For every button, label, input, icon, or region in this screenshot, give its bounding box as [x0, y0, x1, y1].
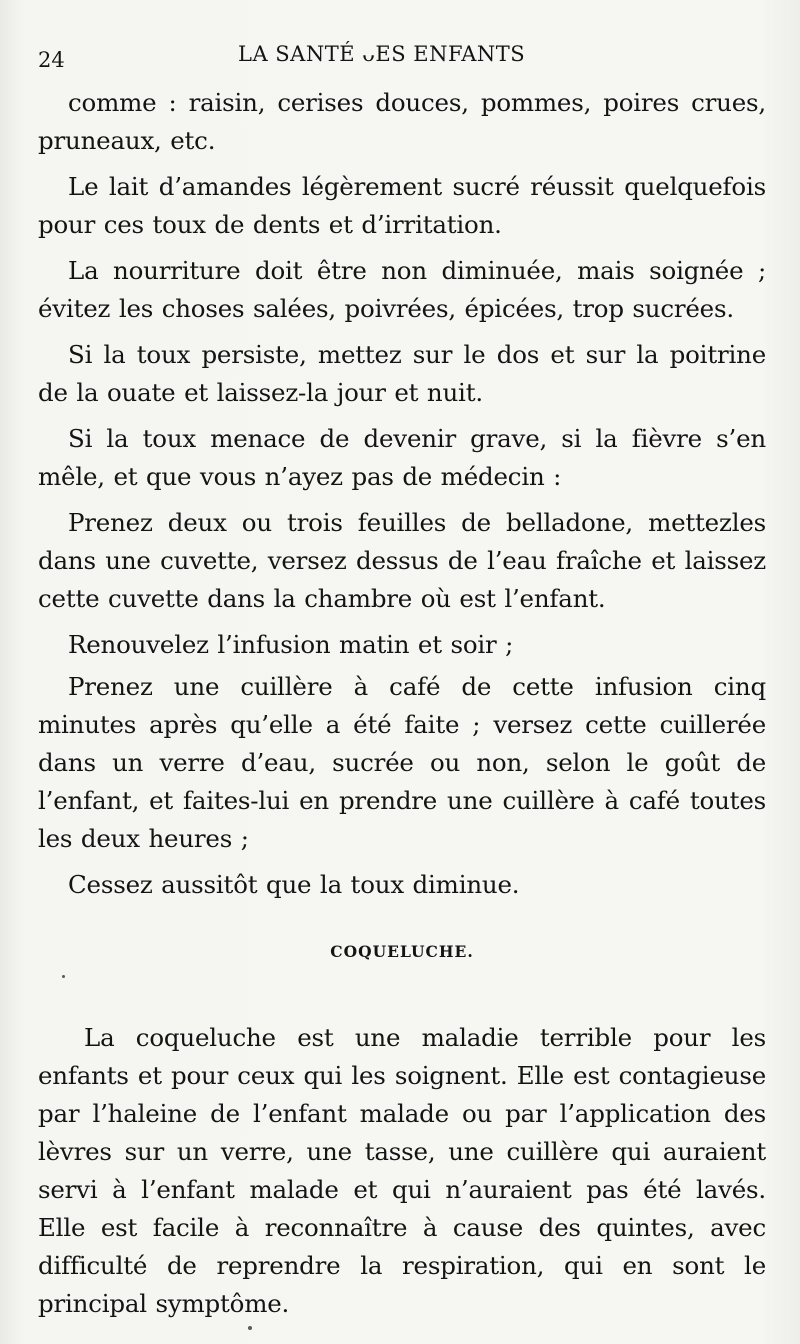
- paragraph: Cessez aussitôt que la toux diminue.: [68, 870, 520, 899]
- paragraph: Si la toux persiste, mettez sur le dos et sur la poitrine de la ouate et laissez-la jour et nuit.: [38, 340, 766, 407]
- paragraph: Prenez deux ou trois feuilles de belladone, mettezles dans une cuvette, versez dessus de l’eau fraîche et laissez cette cuvette dans la chambre où est l’enfant.: [38, 508, 766, 613]
- body-text: [38, 84, 766, 1331]
- page-number: 24: [38, 48, 65, 72]
- print-speck: [248, 1326, 252, 1330]
- paragraph: Si la toux menace de devenir grave, si la fièvre s’en mêle, et que vous n’ayez pas de médecin :: [38, 424, 766, 491]
- paragraph: La nourriture doit être non diminuée, mais soignée ; évitez les choses salées, poivrées, épicées, trop sucrées.: [38, 256, 766, 323]
- section-heading: COQUELUCHE.: [330, 942, 474, 961]
- paragraph: comme : raisin, cerises douces, pommes, poires crues, pruneaux, etc.: [38, 88, 766, 155]
- print-speck: [62, 975, 65, 978]
- page-header: [38, 42, 762, 72]
- paragraph: Le lait d’amandes légèrement sucré réussit quelquefois pour ces toux de dents et d’irritation.: [38, 172, 766, 239]
- paragraph: Renouvelez l’infusion matin et soir ;: [68, 630, 514, 659]
- running-title: LA SANTÉ ᴗES ENFANTS: [238, 42, 526, 66]
- section-paragraph: La coqueluche est une maladie terrible pour les enfants et pour ceux qui les soignent. Elle est contagieuse par l’haleine de l’enfant malade ou par l’application des lèvres sur un verre, une tasse, une cuillère qui auraient servi à l’enfant malade et qui n’auraient pas été lavés. Elle est facile à reconnaître à cause des quintes, avec difficulté de reprendre la respiration, qui en sont le principal symptôme.: [38, 1023, 766, 1318]
- paragraph: Prenez une cuillère à café de cette infusion cinq minutes après qu’elle a été faite ; versez cette cuillerée dans un verre d’eau, sucrée ou non, selon le goût de l’enfant, et faites-lui en prendre une cuillère à café toutes les deux heures ;: [38, 672, 766, 853]
